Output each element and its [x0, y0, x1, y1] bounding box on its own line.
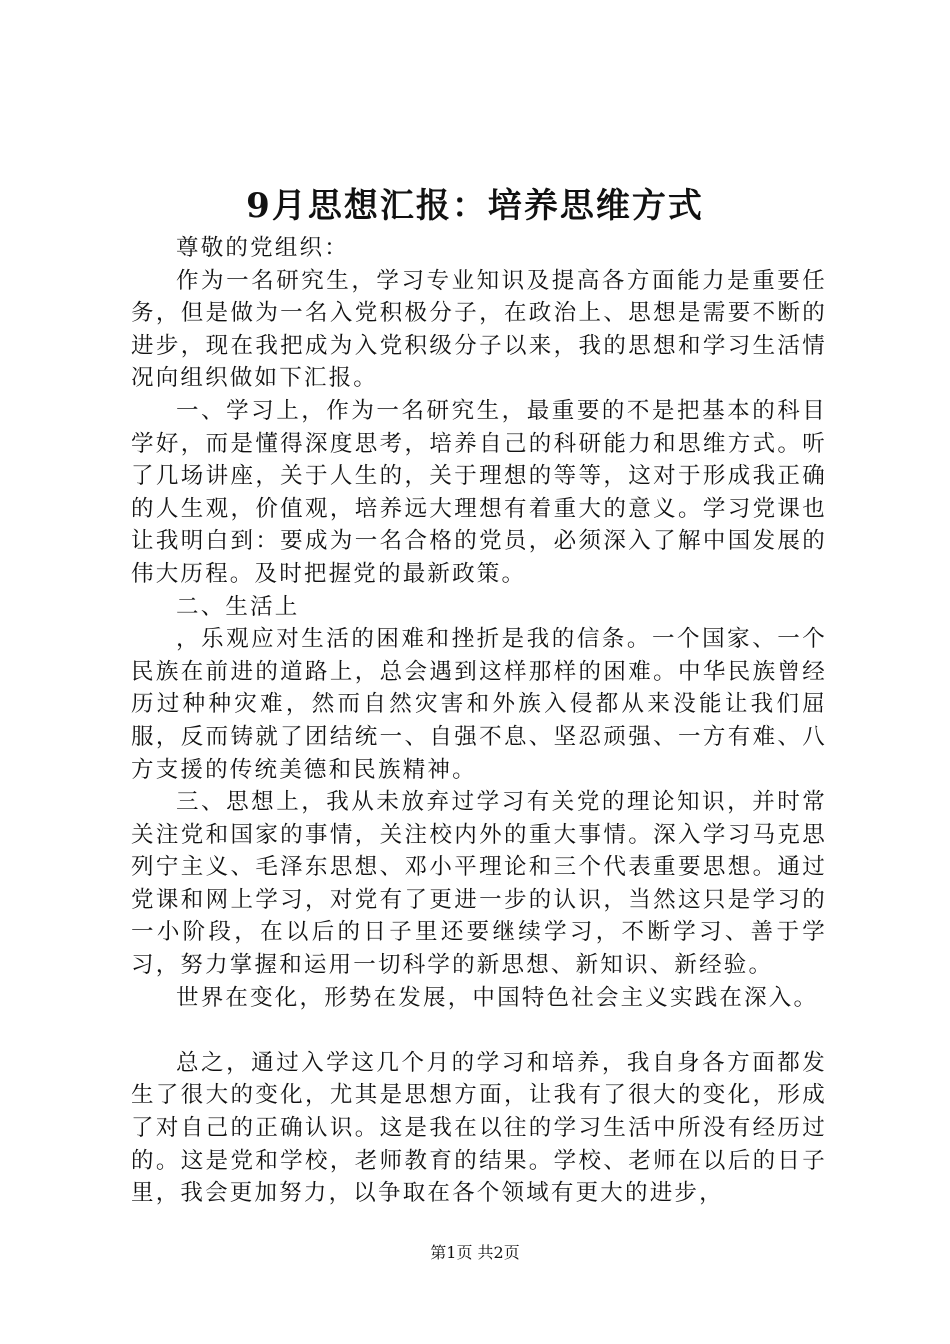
paragraph-thought: 三、思想上，我从未放弃过学习有关党的理论知识，并时常关注党和国家的事情，关注校内外的重大事情。深入学习马克思列宁主义、毛泽东思想、邓小平理论和三个代表重要思想。通过党课和网上学习，对党有了更进一步的认识，当然这只是学习的一小阶段，在以后的日子里还要继续学习，不断学习、善于学习，努力掌握和运用一切科学的新思想、新知识、新经验。 — [131, 789, 827, 979]
paragraph-world: 世界在变化，形势在发展，中国特色社会主义实践在深入。 — [176, 984, 819, 1011]
paragraph-conclusion: 总之，通过入学这几个月的学习和培养，我自身各方面都发生了很大的变化，尤其是思想方面，让我有了很大的变化，形成了对自己的正确认识。这是我在以往的学习生活中所没有经历过的。这是党和学校，老师教育的结果。学校、老师在以后的日子里，我会更加努力，以争取在各个领域有更大的进步， — [131, 1049, 827, 1207]
paragraph-study: 一、学习上，作为一名研究生，最重要的不是把基本的科目学好，而是懂得深度思考，培养自己的科研能力和思维方式。听了几场讲座，关于人生的，关于理想的等等，这对于形成我正确的人生观，价值观，培养远大理想有着重大的意义。学习党课也让我明白到：要成为一名合格的党员，必须深入了解中国发展的伟大历程。及时把握党的最新政策。 — [131, 397, 827, 587]
salutation: 尊敬的党组织： — [176, 235, 349, 261]
document-body — [131, 232, 827, 1210]
page-number-footer: 第1页 共2页 — [430, 1243, 520, 1262]
paragraph-intro: 作为一名研究生，学习专业知识及提高各方面能力是重要任务，但是做为一名入党积极分子，在政治上、思想是需要不断的进步，现在我把成为入党积级分子以来，我的思想和学习生活情况向组织做如下汇报。 — [131, 267, 827, 392]
paragraph-life: ，乐观应对生活的困难和挫折是我的信条。一个国家、一个民族在前进的道路上，总会遇到这样那样的困难。中华民族曾经历过种种灾难，然而自然灾害和外族入侵都从来没能让我们屈服，反而铸就了团结统一、自强不息、坚忍顽强、一方有难、八方支援的传统美德和民族精神。 — [131, 626, 827, 783]
section-heading-life: 二、生活上 — [176, 593, 300, 620]
blank-line — [131, 1014, 827, 1047]
document-title: 9月思想汇报：培养思维方式 — [246, 186, 704, 226]
